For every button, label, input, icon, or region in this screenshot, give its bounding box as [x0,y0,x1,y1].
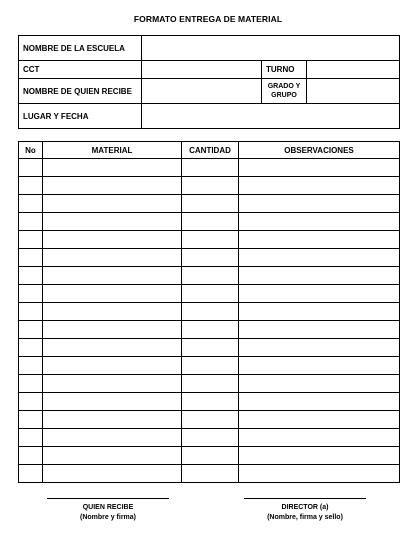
table-row [19,267,400,285]
cell-no[interactable] [19,285,43,303]
grado-label [262,79,307,104]
table-row [19,249,400,267]
row-recibe [19,79,400,104]
page-title: FORMATO ENTREGA DE MATERIAL [133,14,283,24]
cct-field[interactable] [142,61,262,79]
cell-observaciones[interactable] [239,339,400,357]
cell-cantidad[interactable] [182,465,239,483]
cell-observaciones[interactable] [239,393,400,411]
cell-no[interactable] [19,159,43,177]
cell-cantidad[interactable] [182,267,239,285]
cell-material[interactable] [43,303,182,321]
cell-no[interactable] [19,429,43,447]
cell-no[interactable] [19,231,43,249]
cell-no[interactable] [19,339,43,357]
cell-cantidad[interactable] [182,375,239,393]
cell-cantidad[interactable] [182,159,239,177]
cell-material[interactable] [43,285,182,303]
cell-material[interactable] [43,393,182,411]
cell-cantidad[interactable] [182,285,239,303]
signature-right-sub: (Nombre, firma y sello) [267,514,343,521]
cell-observaciones[interactable] [239,429,400,447]
cell-cantidad[interactable] [182,231,239,249]
table-row [19,177,400,195]
cell-cantidad[interactable] [182,393,239,411]
row-escuela [19,36,400,61]
cell-observaciones[interactable] [239,303,400,321]
table-row [19,213,400,231]
turno-label: TURNO [262,61,307,79]
cell-material[interactable] [43,249,182,267]
cell-material[interactable] [43,321,182,339]
cell-observaciones[interactable] [239,231,400,249]
cell-cantidad[interactable] [182,339,239,357]
lugar-field[interactable] [142,104,400,129]
table-row [19,303,400,321]
cell-observaciones[interactable] [239,357,400,375]
cell-cantidad[interactable] [182,321,239,339]
cell-no[interactable] [19,357,43,375]
signature-quien-recibe [47,498,169,523]
cell-observaciones[interactable] [239,375,400,393]
table-row [19,285,400,303]
row-lugar [19,104,400,129]
cct-label: CCT [19,61,142,79]
turno-field[interactable] [307,61,400,79]
recibe-label: NOMBRE DE QUIEN RECIBE [19,79,142,104]
table-row [19,411,400,429]
cell-material[interactable] [43,429,182,447]
cell-cantidad[interactable] [182,249,239,267]
items-body [19,159,400,483]
cell-material[interactable] [43,375,182,393]
escuela-field[interactable] [142,36,400,61]
table-row [19,429,400,447]
cell-no[interactable] [19,393,43,411]
cell-material[interactable] [43,339,182,357]
cell-cantidad[interactable] [182,357,239,375]
header-table [18,35,400,129]
cell-cantidad[interactable] [182,429,239,447]
cell-cantidad[interactable] [182,411,239,429]
table-row [19,339,400,357]
cell-material[interactable] [43,195,182,213]
items-table [18,141,400,483]
column-header-cantidad: CANTIDAD [182,142,239,159]
cell-cantidad[interactable] [182,195,239,213]
cell-cantidad[interactable] [182,447,239,465]
cell-no[interactable] [19,375,43,393]
table-row [19,393,400,411]
column-header-material: MATERIAL [43,142,182,159]
table-row [19,159,400,177]
cell-observaciones[interactable] [239,249,400,267]
signature-left-title: QUIEN RECIBE [82,504,134,511]
cell-material[interactable] [43,159,182,177]
cell-cantidad[interactable] [182,177,239,195]
grado-label-line1: GRADO Y [267,83,301,90]
cell-material[interactable] [43,177,182,195]
table-row [19,465,400,483]
cell-material[interactable] [43,231,182,249]
row-cct [19,61,400,79]
cell-no[interactable] [19,303,43,321]
cell-no[interactable] [19,267,43,285]
escuela-label: NOMBRE DE LA ESCUELA [19,36,142,61]
table-row [19,447,400,465]
cell-observaciones[interactable] [239,465,400,483]
cell-material[interactable] [43,465,182,483]
cell-observaciones[interactable] [239,195,400,213]
cell-material[interactable] [43,411,182,429]
cell-observaciones[interactable] [239,321,400,339]
cell-no[interactable] [19,447,43,465]
cell-no[interactable] [19,195,43,213]
table-row [19,195,400,213]
column-header-no: No [19,142,43,159]
signature-director [244,498,366,523]
cell-no[interactable] [19,213,43,231]
column-header-observaciones: OBSERVACIONES [239,142,400,159]
cell-material[interactable] [43,447,182,465]
cell-observaciones[interactable] [239,411,400,429]
cell-no[interactable] [19,177,43,195]
cell-no[interactable] [19,411,43,429]
cell-observaciones[interactable] [239,213,400,231]
cell-cantidad[interactable] [182,213,239,231]
cell-observaciones[interactable] [239,447,400,465]
lugar-label: LUGAR Y FECHA [19,104,142,129]
cell-material[interactable] [43,357,182,375]
grado-label-line2: GRUPO [271,92,297,99]
table-row [19,321,400,339]
cell-no[interactable] [19,249,43,267]
signature-right-title: DIRECTOR (a) [281,504,329,511]
grado-field[interactable] [307,79,400,104]
cell-cantidad[interactable] [182,303,239,321]
cell-observaciones[interactable] [239,159,400,177]
items-header-row [19,142,400,159]
table-row [19,357,400,375]
cell-no[interactable] [19,465,43,483]
table-row [19,375,400,393]
cell-material[interactable] [43,213,182,231]
cell-material[interactable] [43,267,182,285]
table-row [19,231,400,249]
signature-area [0,498,416,528]
cell-observaciones[interactable] [239,177,400,195]
signature-left-sub: (Nombre y firma) [79,514,136,521]
cell-observaciones[interactable] [239,285,400,303]
cell-no[interactable] [19,321,43,339]
recibe-field[interactable] [142,79,262,104]
cell-observaciones[interactable] [239,267,400,285]
